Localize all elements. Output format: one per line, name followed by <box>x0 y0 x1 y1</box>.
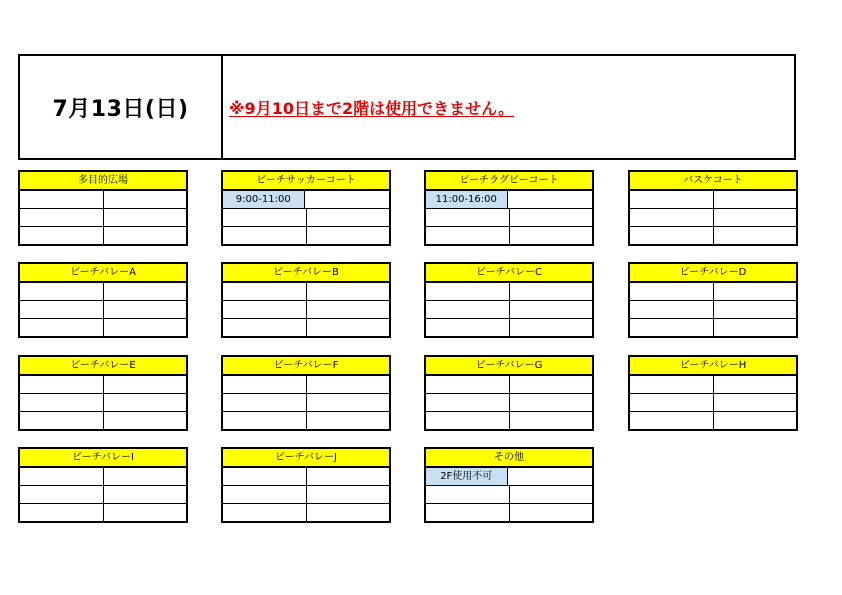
slot-cell[interactable] <box>630 376 714 393</box>
table-row <box>223 504 389 521</box>
slot-cell[interactable] <box>104 504 187 521</box>
table-row <box>426 412 592 429</box>
table-row <box>223 191 389 209</box>
slot-cell[interactable] <box>20 209 104 226</box>
table-row <box>20 319 186 336</box>
slot-cell[interactable] <box>104 486 187 503</box>
table-row <box>223 227 389 244</box>
slot-cell[interactable] <box>426 227 510 244</box>
facility-table <box>424 262 594 338</box>
table-row <box>223 283 389 301</box>
table-row <box>223 468 389 486</box>
table-row <box>20 486 186 504</box>
table-row <box>630 283 796 301</box>
table-row <box>630 412 796 429</box>
slot-cell[interactable] <box>20 412 104 429</box>
slot-cell[interactable] <box>426 209 510 226</box>
slot-cell[interactable] <box>714 319 797 336</box>
slot-cell[interactable] <box>20 227 104 244</box>
slot-cell[interactable] <box>510 283 593 300</box>
slot-cell[interactable] <box>307 301 390 318</box>
table-row <box>20 504 186 521</box>
slot-cell[interactable] <box>714 376 797 393</box>
table-row <box>20 301 186 319</box>
facility-table <box>424 170 594 246</box>
facility-title: ビーチラグビーコート <box>426 172 592 191</box>
slot-cell[interactable] <box>20 486 104 503</box>
slot-cell[interactable] <box>307 209 390 226</box>
slot-cell[interactable] <box>714 283 797 300</box>
table-row <box>426 283 592 301</box>
slot-cell[interactable] <box>307 412 390 429</box>
booked-slot-cell[interactable]: 11:00-16:00 <box>426 191 508 208</box>
facility-table <box>221 262 391 338</box>
table-row <box>223 412 389 429</box>
table-row <box>20 394 186 412</box>
table-row <box>630 301 796 319</box>
facility-title: ビーチバレーD <box>630 264 796 283</box>
slot-cell[interactable] <box>20 394 104 411</box>
facility-title: ビーチバレーH <box>630 357 796 376</box>
slot-cell[interactable] <box>104 394 187 411</box>
table-row <box>630 376 796 394</box>
table-row <box>426 301 592 319</box>
facility-table <box>424 447 594 523</box>
booked-slot-cell[interactable]: 9:00-11:00 <box>223 191 305 208</box>
slot-cell[interactable] <box>426 301 510 318</box>
slot-cell[interactable] <box>630 301 714 318</box>
slot-cell[interactable] <box>223 301 307 318</box>
slot-cell[interactable] <box>426 394 510 411</box>
slot-cell[interactable] <box>223 486 307 503</box>
slot-cell[interactable] <box>104 191 187 208</box>
facility-title: ビーチバレーF <box>223 357 389 376</box>
slot-cell[interactable] <box>307 319 390 336</box>
facility-table <box>628 170 798 246</box>
slot-cell[interactable] <box>630 319 714 336</box>
slot-cell[interactable] <box>307 394 390 411</box>
slot-cell[interactable] <box>714 191 797 208</box>
facility-table <box>221 355 391 431</box>
slot-cell[interactable] <box>104 376 187 393</box>
table-row <box>426 209 592 227</box>
slot-cell[interactable] <box>426 504 510 521</box>
slot-cell[interactable] <box>305 191 390 208</box>
table-row <box>630 209 796 227</box>
slot-cell[interactable] <box>20 468 104 485</box>
table-row <box>426 468 592 486</box>
table-row <box>223 301 389 319</box>
table-row <box>223 394 389 412</box>
slot-cell[interactable] <box>307 486 390 503</box>
date-header <box>18 54 796 160</box>
facility-title: ビーチバレーI <box>20 449 186 468</box>
slot-cell[interactable] <box>510 319 593 336</box>
facility-table <box>18 447 188 523</box>
slot-cell[interactable] <box>426 319 510 336</box>
facility-title: ビーチバレーJ <box>223 449 389 468</box>
slot-cell[interactable] <box>20 283 104 300</box>
slot-cell[interactable] <box>510 376 593 393</box>
slot-cell[interactable] <box>307 504 390 521</box>
slot-cell[interactable] <box>20 191 104 208</box>
slot-cell[interactable] <box>104 283 187 300</box>
table-row <box>20 283 186 301</box>
slot-cell[interactable] <box>510 394 593 411</box>
slot-cell[interactable] <box>714 412 797 429</box>
facility-table <box>221 170 391 246</box>
table-row <box>630 394 796 412</box>
slot-cell[interactable] <box>510 209 593 226</box>
slot-cell[interactable] <box>223 283 307 300</box>
table-row <box>426 191 592 209</box>
slot-cell[interactable] <box>223 504 307 521</box>
slot-cell[interactable] <box>307 468 390 485</box>
slot-cell[interactable] <box>307 376 390 393</box>
slot-cell[interactable] <box>714 209 797 226</box>
facility-title: バスケコート <box>630 172 796 191</box>
slot-cell[interactable] <box>223 468 307 485</box>
slot-cell[interactable] <box>20 376 104 393</box>
slot-cell[interactable] <box>426 412 510 429</box>
slot-cell[interactable] <box>104 227 187 244</box>
slot-cell[interactable] <box>223 319 307 336</box>
table-row <box>20 227 186 244</box>
slot-cell[interactable] <box>223 227 307 244</box>
slot-cell[interactable] <box>630 209 714 226</box>
slot-cell[interactable] <box>104 412 187 429</box>
booked-slot-cell[interactable]: 2F使用不可 <box>426 468 508 485</box>
table-row <box>223 376 389 394</box>
slot-cell[interactable] <box>714 394 797 411</box>
slot-cell[interactable] <box>104 209 187 226</box>
slot-cell[interactable] <box>223 376 307 393</box>
slot-cell[interactable] <box>510 486 593 503</box>
table-row <box>20 468 186 486</box>
table-row <box>426 394 592 412</box>
table-row <box>20 376 186 394</box>
facility-title: ビーチバレーA <box>20 264 186 283</box>
slot-cell[interactable] <box>508 191 593 208</box>
slot-cell[interactable] <box>104 301 187 318</box>
slot-cell[interactable] <box>630 191 714 208</box>
slot-cell[interactable] <box>714 301 797 318</box>
slot-cell[interactable] <box>630 283 714 300</box>
slot-cell[interactable] <box>104 319 187 336</box>
slot-cell[interactable] <box>510 412 593 429</box>
table-row <box>630 191 796 209</box>
table-row <box>223 486 389 504</box>
table-row <box>426 319 592 336</box>
facility-title: ビーチサッカーコート <box>223 172 389 191</box>
table-row <box>20 191 186 209</box>
table-row <box>426 227 592 244</box>
slot-cell[interactable] <box>20 319 104 336</box>
facility-table <box>424 355 594 431</box>
table-row <box>223 319 389 336</box>
slot-cell[interactable] <box>426 283 510 300</box>
slot-cell[interactable] <box>510 504 593 521</box>
table-row <box>20 209 186 227</box>
notice-text: ※9月10日まで2階は使用できません。 <box>229 98 515 118</box>
table-row <box>20 412 186 429</box>
facility-title: ビーチバレーE <box>20 357 186 376</box>
slot-cell[interactable] <box>630 227 714 244</box>
facility-table <box>18 170 188 246</box>
table-row <box>223 209 389 227</box>
table-row <box>630 319 796 336</box>
facility-table <box>628 355 798 431</box>
slot-cell[interactable] <box>508 468 593 485</box>
slot-cell[interactable] <box>307 283 390 300</box>
slot-cell[interactable] <box>20 301 104 318</box>
slot-cell[interactable] <box>426 376 510 393</box>
facility-title: ビーチバレーB <box>223 264 389 283</box>
table-row <box>426 376 592 394</box>
table-row <box>426 486 592 504</box>
facility-table <box>18 262 188 338</box>
slot-cell[interactable] <box>20 504 104 521</box>
table-row <box>426 504 592 521</box>
slot-cell[interactable] <box>714 227 797 244</box>
facility-table <box>628 262 798 338</box>
slot-cell[interactable] <box>307 227 390 244</box>
slot-cell[interactable] <box>630 394 714 411</box>
facility-title: その他 <box>426 449 592 468</box>
slot-cell[interactable] <box>223 209 307 226</box>
facility-table <box>18 355 188 431</box>
slot-cell[interactable] <box>223 412 307 429</box>
date-label: 7月13日(日) <box>20 56 223 158</box>
table-row <box>630 227 796 244</box>
facility-title: 多目的広場 <box>20 172 186 191</box>
facility-title: ビーチバレーC <box>426 264 592 283</box>
slot-cell[interactable] <box>104 468 187 485</box>
slot-cell[interactable] <box>510 227 593 244</box>
slot-cell[interactable] <box>223 394 307 411</box>
slot-cell[interactable] <box>426 486 510 503</box>
slot-cell[interactable] <box>510 301 593 318</box>
facility-title: ビーチバレーG <box>426 357 592 376</box>
slot-cell[interactable] <box>630 412 714 429</box>
facility-table <box>221 447 391 523</box>
